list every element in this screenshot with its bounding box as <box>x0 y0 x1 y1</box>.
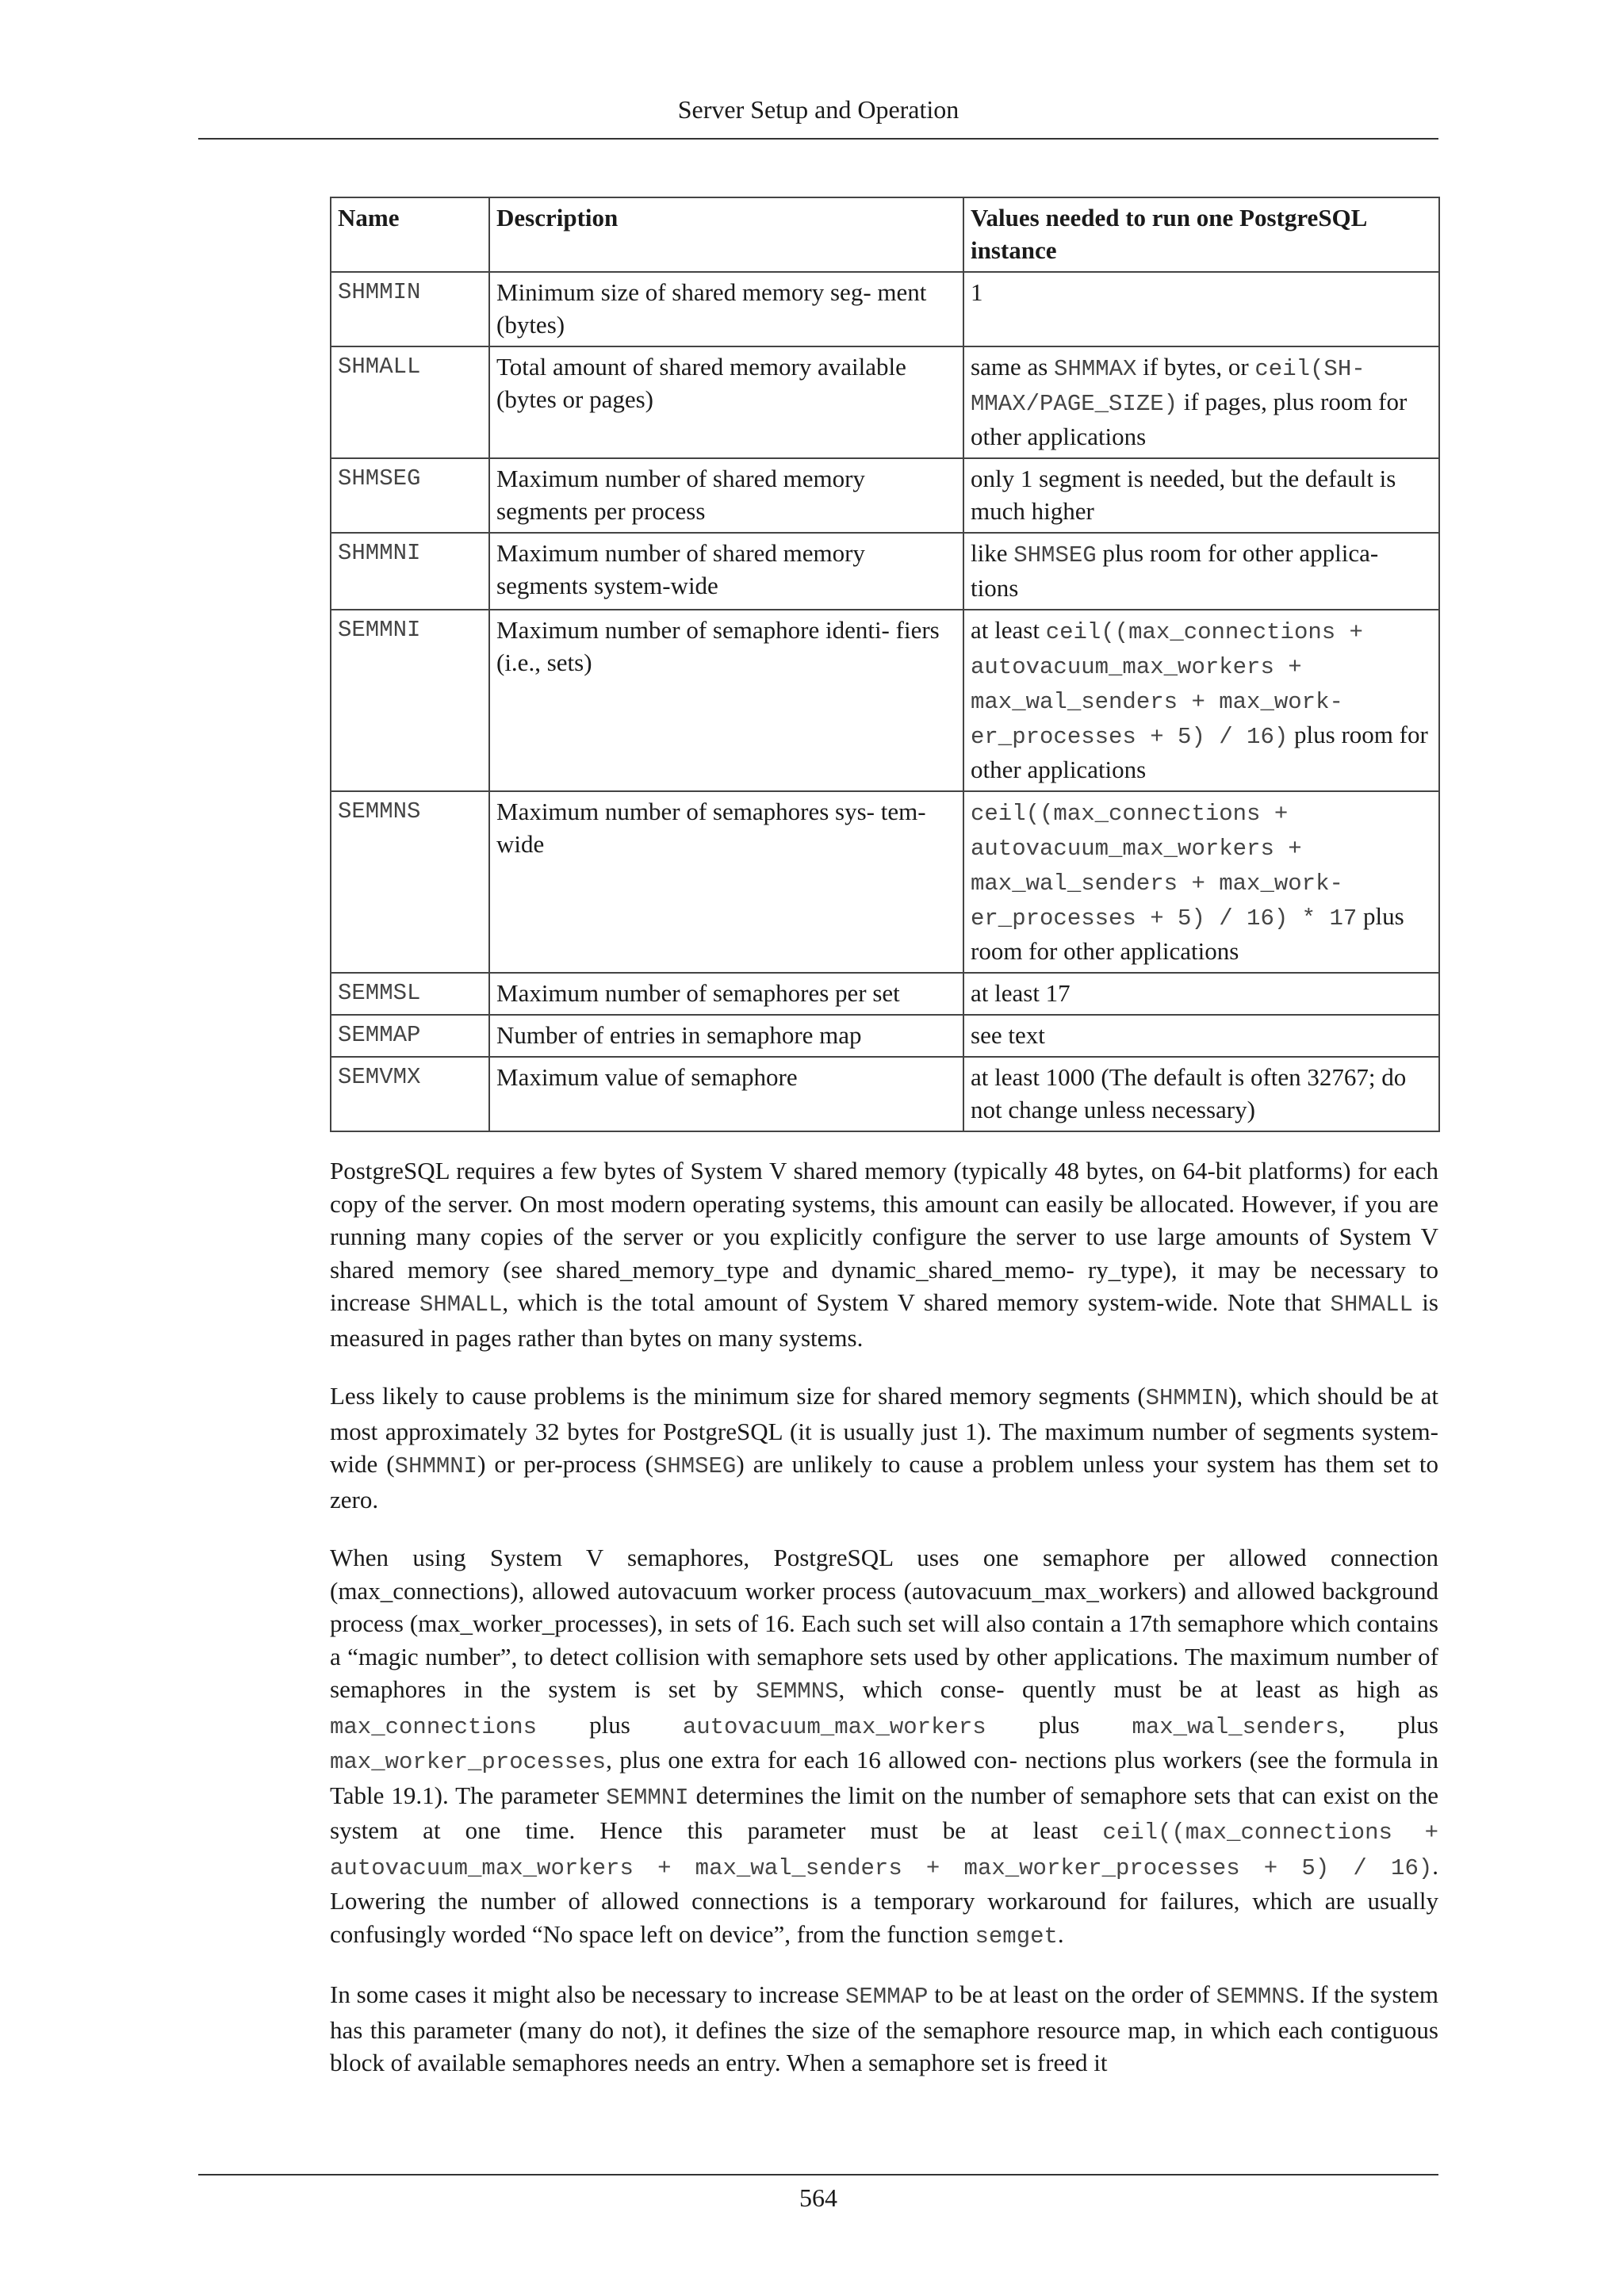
text-run: . If the system has this parameter (many do not), it defines the size of the semaphore resource map, in which each contiguous block of available semaphores needs an entry. When a semaphore set is freed it <box>330 1980 1439 2076</box>
text-run: to be at least on the order of <box>928 1980 1216 2008</box>
parameter-name-cell: SEMMAP <box>331 1015 489 1057</box>
parameter-name-cell: SEMVMX <box>331 1057 489 1131</box>
text-run: ) are unlikely to cause a problem unless your system has them set to zero. <box>330 1450 1438 1513</box>
table-row <box>331 1057 1439 1131</box>
parameter-value-cell <box>963 791 1439 973</box>
table-row <box>331 1015 1439 1057</box>
parameter-name-cell: SHMALL <box>331 346 489 458</box>
parameter-description-cell: Maximum number of shared memory segments system-wide <box>489 533 963 610</box>
text-run: same as <box>971 353 1055 381</box>
text-run: determines the limit on the number of semaphore sets that can exist on the system at one time. Hence this parameter must be at least <box>330 1781 1438 1844</box>
parameter-description-cell: Maximum number of semaphores sys- tem-wide <box>489 791 963 973</box>
parameter-description-cell: Total amount of shared memory available (bytes or pages) <box>489 346 963 458</box>
table-row <box>331 533 1439 610</box>
parameter-value-cell <box>963 346 1439 458</box>
inline-code: SHMALL <box>419 1292 503 1318</box>
table-body <box>331 272 1439 1131</box>
text-run: if bytes, or <box>1136 353 1255 381</box>
table-row <box>331 610 1439 791</box>
inline-code: SHMMNI <box>394 1453 478 1479</box>
parameter-value-cell <box>963 1015 1439 1057</box>
inline-code: max_worker_processes <box>330 1749 607 1775</box>
table-header-row <box>331 197 1439 272</box>
inline-code: SEMMNS <box>1216 1984 1300 2010</box>
running-header: Server Setup and Operation <box>677 95 959 124</box>
parameter-name-cell: SEMMNI <box>331 610 489 791</box>
paragraph-segment-limits <box>330 1380 1438 1516</box>
header-rule <box>198 138 1438 140</box>
kernel-parameters-table <box>330 197 1440 1132</box>
parameter-name-cell: SEMMSL <box>331 973 489 1015</box>
parameter-name-cell: SHMSEG <box>331 458 489 533</box>
text-run: 1 <box>971 278 983 306</box>
inline-code: SEMMNI <box>606 1784 689 1811</box>
inline-code: SEMMNS <box>756 1678 839 1705</box>
inline-code: ceil(SH- MMAX/PAGE_SIZE) <box>971 356 1365 417</box>
table-row <box>331 458 1439 533</box>
inline-code: SEMMAP <box>845 1984 929 2010</box>
parameter-name-cell: SHMMNI <box>331 533 489 610</box>
inline-code: SHMMIN <box>1145 1385 1229 1411</box>
inline-code: SHMMAX <box>1054 356 1137 382</box>
paragraph-semaphores <box>330 1541 1438 1953</box>
parameter-description-cell: Maximum number of shared memory segments per process <box>489 458 963 533</box>
parameter-value-cell <box>963 1057 1439 1131</box>
inline-code: autovacuum_max_workers <box>682 1713 986 1740</box>
text-run: ), which should be at most approximately 32 bytes for PostgreSQL (it is usually just 1). The maximum number of segments system-wide ( <box>330 1382 1438 1478</box>
table-row <box>331 272 1439 346</box>
parameter-description-cell: Maximum number of semaphores per set <box>489 973 963 1015</box>
parameter-value-cell <box>963 272 1439 346</box>
text-run: plus <box>537 1710 683 1739</box>
parameter-name-cell: SEMMNS <box>331 791 489 973</box>
text-run: only 1 segment is needed, but the default is much higher <box>971 465 1396 525</box>
text-run: , plus one extra for each 16 allowed con- nections plus workers (see the formula in Table 19.1). The parameter <box>330 1746 1438 1809</box>
text-run: , which is the total amount of System V shared memory system-wide. Note that <box>502 1288 1331 1316</box>
parameter-value-cell <box>963 973 1439 1015</box>
text-run: plus room for other applica- tions <box>971 539 1379 602</box>
column-header-name: Name <box>331 197 489 272</box>
text-run: is measured in pages rather than bytes on many systems. <box>330 1288 1438 1352</box>
parameter-description-cell: Minimum size of shared memory seg- ment (bytes) <box>489 272 963 346</box>
column-header-values: Values needed to run one PostgreSQL instance <box>963 197 1439 272</box>
text-run: , plus <box>1339 1710 1438 1739</box>
paragraph-semmap <box>330 1978 1438 2080</box>
parameter-description-cell: Maximum number of semaphore identi- fiers (i.e., sets) <box>489 610 963 791</box>
table-row <box>331 791 1439 973</box>
paragraph-shared-memory <box>330 1154 1438 1354</box>
text-run: plus room for other applications <box>971 902 1404 965</box>
table-row <box>331 973 1439 1015</box>
text-run: at least 1000 (The default is often 32767; do not change unless necessary) <box>971 1063 1407 1123</box>
parameter-value-cell <box>963 533 1439 610</box>
text-run: . Lowering the number of allowed connections is a temporary workaround for failures, which are usually confusingly worded “No space left on device”, from the function <box>330 1851 1438 1948</box>
parameter-description-cell: Maximum value of semaphore <box>489 1057 963 1131</box>
inline-code: max_connections <box>330 1713 538 1740</box>
inline-code: SHMALL <box>1330 1292 1413 1318</box>
table-row <box>331 346 1439 458</box>
inline-code: SHMSEG <box>1013 542 1097 568</box>
page-number: 564 <box>799 2183 837 2212</box>
inline-code: semget <box>975 1923 1058 1950</box>
page-body <box>330 197 1438 2080</box>
text-run: see text <box>971 1021 1045 1049</box>
text-run: When using System V semaphores, PostgreSQL uses one semaphore per allowed connection (max_connections), allowed autovacuum worker process (autovacuum_max_workers) and allowed background process (max_worker_processes), in sets of 16. Each such set will also contain a 17th semaphore which contains a “magic number”, to detect collision with semaphore sets used by other applications. The maximum number of semaphores in the system is set by <box>330 1544 1438 1703</box>
text-run: plus room for other applications <box>971 721 1428 783</box>
text-run: if pages, plus room for other applications <box>971 388 1408 450</box>
text-run: . <box>1057 1919 1064 1948</box>
parameter-description-cell: Number of entries in semaphore map <box>489 1015 963 1057</box>
inline-code: SHMSEG <box>653 1453 737 1479</box>
text-run: like <box>971 539 1014 567</box>
inline-code: ceil((max_connections + autovacuum_max_workers + max_wal_senders + max_work- er_processes + 5) / 16) <box>971 619 1363 750</box>
text-run: PostgreSQL requires a few bytes of System V shared memory (typically 48 bytes, on 64-bit platforms) for each copy of the server. On most modern operating systems, this amount can easily be allocated. However, if you are running many copies of the server or you explicitly configure the server to use large amounts of System V shared memory (see shared_memory_type and dynamic_shared_memo- ry_type), it may be necessary to increase <box>330 1157 1438 1316</box>
text-run: ) or per-process ( <box>477 1450 653 1478</box>
text-run: , which conse- quently must be at least as high as <box>838 1675 1438 1703</box>
text-run: In some cases it might also be necessary to increase <box>330 1980 845 2008</box>
text-run: Less likely to cause problems is the minimum size for shared memory segments ( <box>330 1382 1146 1410</box>
text-run: plus <box>986 1710 1132 1739</box>
parameter-value-cell <box>963 458 1439 533</box>
inline-code: max_wal_senders <box>1132 1713 1339 1740</box>
inline-code: ceil((max_connections + autovacuum_max_workers + max_wal_senders + max_worker_processes + 5) / 16) <box>330 1820 1439 1881</box>
column-header-description: Description <box>489 197 963 272</box>
footer-rule <box>198 2174 1438 2175</box>
parameter-name-cell: SHMMIN <box>331 272 489 346</box>
inline-code: ceil((max_connections + autovacuum_max_workers + max_wal_senders + max_work- er_processes + 5) / 16) * 17 <box>971 801 1358 932</box>
text-run: at least 17 <box>971 979 1071 1007</box>
parameter-value-cell <box>963 610 1439 791</box>
text-run: at least <box>971 616 1046 644</box>
